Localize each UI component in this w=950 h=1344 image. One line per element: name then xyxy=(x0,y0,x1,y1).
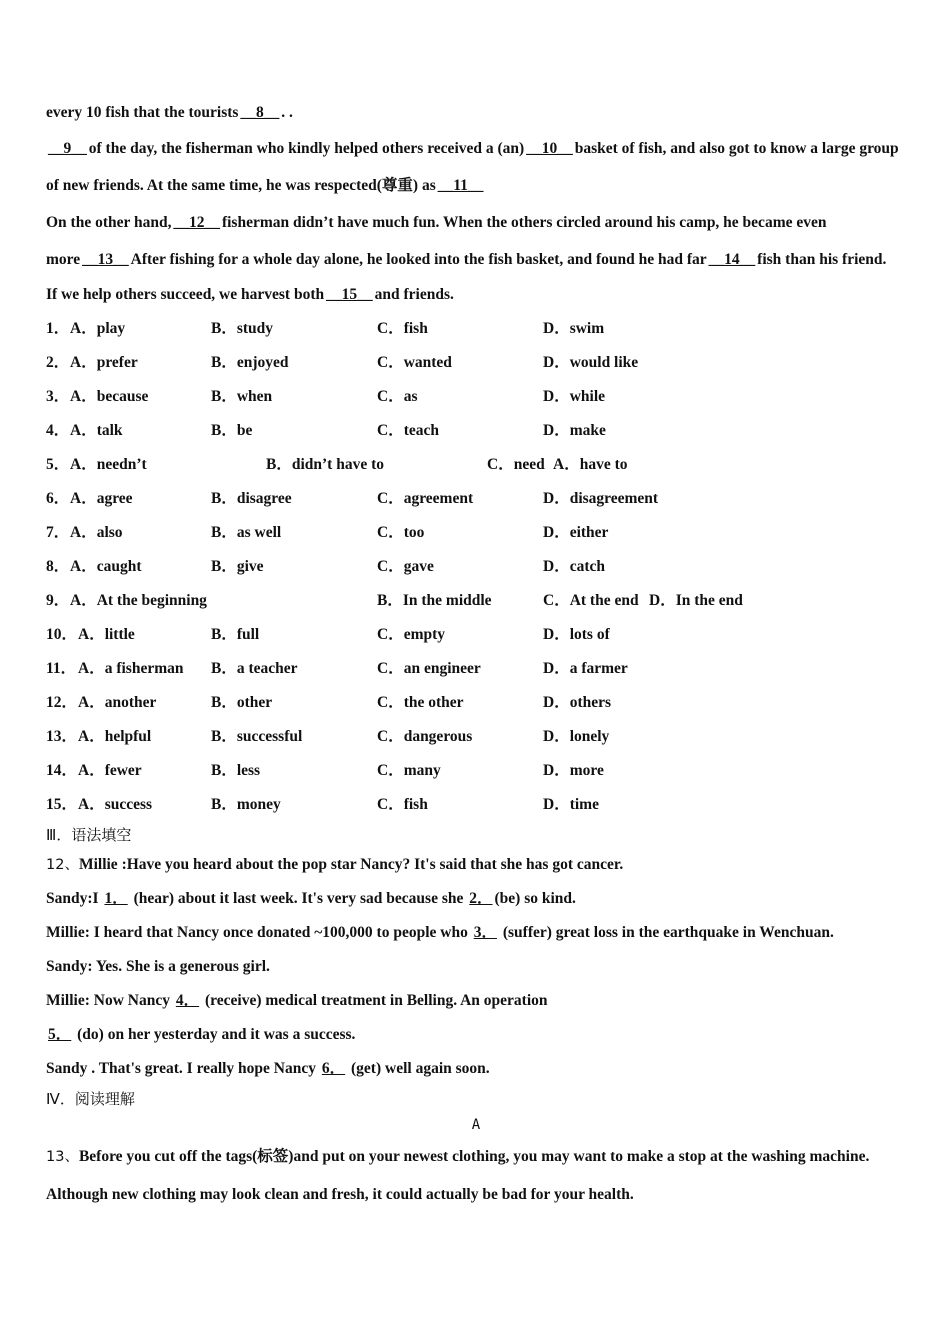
option-row xyxy=(46,414,906,448)
option-row xyxy=(46,346,906,380)
option-d: D．while xyxy=(543,388,606,405)
option-d: D．more xyxy=(543,762,604,779)
passage-text: After fishing for a whole day alone, he looked into the fish basket, and found he had far xyxy=(130,251,707,268)
dialogue-text: Millie: I heard that Nancy once donated ~100,000 to people who xyxy=(46,924,468,941)
option-a: A．talk xyxy=(70,422,123,439)
option-b: B．In the middle xyxy=(377,592,492,609)
section-heading: Ⅲ．语法填空 xyxy=(46,826,132,844)
option-b: B．successful xyxy=(211,728,303,745)
option-c: C．too xyxy=(377,524,425,541)
option-a: A．another xyxy=(78,694,157,711)
option-number: 7． xyxy=(46,524,70,541)
option-number: 8． xyxy=(46,558,70,575)
dialogue-text: (do) on her yesterday and it was a success. xyxy=(77,1026,356,1043)
option-row xyxy=(46,618,906,652)
blank-15: __15__ xyxy=(326,286,373,303)
option-number: 2． xyxy=(46,354,70,371)
dialogue-line xyxy=(46,1018,906,1052)
option-b: B．a teacher xyxy=(211,660,298,677)
option-d: D．make xyxy=(543,422,606,439)
option-d: D．others xyxy=(543,694,612,711)
option-a: A．play xyxy=(70,320,126,337)
reading-text: Before you cut off the tags(标签)and put on your newest clothing, you may want to make a stop at the washing machine. Although new clothing may look clean and fresh, it could actually be bad for your health. xyxy=(46,1148,870,1203)
option-d: D．disagreement xyxy=(543,490,659,507)
reading-paragraph xyxy=(46,1138,906,1213)
option-d: A．have to xyxy=(553,456,628,473)
passage-line xyxy=(46,278,906,312)
option-d: D．swim xyxy=(543,320,605,337)
option-d: D．a farmer xyxy=(543,660,628,677)
option-b: B．give xyxy=(211,558,264,575)
option-b: B．didn’t have to xyxy=(266,456,384,473)
option-b: B．study xyxy=(211,320,274,337)
passage-line xyxy=(46,96,906,130)
blank-6: 6． xyxy=(321,1060,346,1077)
option-number: 13． xyxy=(46,728,78,745)
passage-text: every 10 fish that the tourists xyxy=(46,104,239,121)
document-page xyxy=(46,96,906,1213)
option-number: 14． xyxy=(46,762,78,779)
dialogue-line xyxy=(46,882,906,916)
dialogue-text: (receive) medical treatment in Belling. An operation xyxy=(205,992,548,1009)
option-d: D．lots of xyxy=(543,626,610,643)
option-c: C．wanted xyxy=(377,354,452,371)
option-d: D．lonely xyxy=(543,728,610,745)
option-row xyxy=(46,380,906,414)
option-number: 3． xyxy=(46,388,70,405)
blank-9: __9__ xyxy=(48,140,87,157)
blank-10: __10__ xyxy=(526,140,573,157)
blank-1: 1． xyxy=(104,890,128,907)
passage-text: On the other hand, xyxy=(46,214,172,231)
blank-2: 2． xyxy=(469,890,493,907)
option-a: A．also xyxy=(70,524,123,541)
option-d: D．either xyxy=(543,524,609,541)
option-number: 15． xyxy=(46,796,78,813)
blank-5: 5． xyxy=(48,1026,72,1043)
option-c: C．an engineer xyxy=(377,660,481,677)
option-row xyxy=(46,482,906,516)
blank-12: __12__ xyxy=(173,214,220,231)
option-number: 5． xyxy=(46,456,70,473)
options-list xyxy=(46,312,906,822)
option-number: 10． xyxy=(46,626,78,643)
option-c: C．teach xyxy=(377,422,439,439)
option-number: 1． xyxy=(46,320,70,337)
option-row xyxy=(46,754,906,788)
option-row xyxy=(46,720,906,754)
option-number: 6． xyxy=(46,490,70,507)
passage-text: If we help others succeed, we harvest both xyxy=(46,286,325,303)
option-a: A．At the beginning xyxy=(70,592,207,609)
passage-text: of the day, the fisherman who kindly helped others received a (an) xyxy=(88,140,525,157)
option-c: C．dangerous xyxy=(377,728,473,745)
dialogue-text: (suffer) great loss in the earthquake in Wenchuan. xyxy=(502,924,834,941)
option-a: A．fewer xyxy=(78,762,142,779)
option-d: D．time xyxy=(543,796,599,813)
passage-text: and friends. xyxy=(374,286,454,303)
option-row xyxy=(46,312,906,346)
option-c: C．At the end xyxy=(543,592,639,609)
dialogue-line xyxy=(46,950,906,984)
option-row xyxy=(46,550,906,584)
option-b: B．be xyxy=(211,422,253,439)
passage-text: fisherman didn’t have much fun. When the others circled around his camp, he became even more xyxy=(46,214,827,268)
option-b: B．other xyxy=(211,694,273,711)
dialogue-line xyxy=(46,984,906,1018)
passage-text: fish than his friend. xyxy=(757,251,887,268)
question-number: 13、 xyxy=(46,1149,79,1165)
dialogue-text: Millie :Have you heard about the pop star Nancy? It's said that she has got cancer. xyxy=(78,856,624,873)
option-b: B．money xyxy=(211,796,281,813)
option-a: A．agree xyxy=(70,490,133,507)
option-c: C．gave xyxy=(377,558,434,575)
option-c: C．many xyxy=(377,762,441,779)
option-a: A．caught xyxy=(70,558,142,575)
option-c: C．fish xyxy=(377,320,428,337)
passage-text: . . xyxy=(281,104,293,121)
option-a: A．prefer xyxy=(70,354,138,371)
option-c: C．need xyxy=(487,456,545,473)
section-heading: Ⅳ．阅读理解 xyxy=(46,1090,135,1108)
option-c: C．empty xyxy=(377,626,446,643)
option-b: B．full xyxy=(211,626,260,643)
passage-paragraph xyxy=(46,130,906,204)
dialogue-text: (hear) about it last week. It's very sad because she xyxy=(133,890,464,907)
option-number: 4． xyxy=(46,422,70,439)
option-row xyxy=(46,584,906,618)
dialogue-line xyxy=(46,1052,906,1086)
dialogue-text: Sandy: Yes. She is a generous girl. xyxy=(46,958,270,975)
blank-11: __11__ xyxy=(437,177,484,194)
option-a: A．needn’t xyxy=(70,456,147,473)
option-number: 12． xyxy=(46,694,78,711)
option-row xyxy=(46,686,906,720)
option-number: 9． xyxy=(46,592,70,609)
dialogue-text: (get) well again soon. xyxy=(351,1060,490,1077)
option-b: B．as well xyxy=(211,524,282,541)
dialogue-line xyxy=(46,916,906,950)
blank-13: __13__ xyxy=(82,251,129,268)
option-d: D．catch xyxy=(543,558,605,575)
passage-label: A xyxy=(471,1117,481,1133)
option-c: C．as xyxy=(377,388,418,405)
option-c: C．the other xyxy=(377,694,464,711)
option-c: C．fish xyxy=(377,796,428,813)
option-b: B．enjoyed xyxy=(211,354,289,371)
option-row xyxy=(46,516,906,550)
blank-3: 3． xyxy=(473,924,497,941)
passage-text: basket of fish, and also got to know a large group of new friends. At the same time, he was respected(尊重) as xyxy=(46,140,899,194)
option-row xyxy=(46,652,906,686)
passage-paragraph xyxy=(46,204,906,278)
option-d: D．would like xyxy=(543,354,639,371)
option-a: A．a fisherman xyxy=(78,660,184,677)
option-number: 11． xyxy=(46,660,77,677)
question-number: 12、 xyxy=(46,857,79,873)
dialogue-text: (be) so kind. xyxy=(494,890,576,907)
option-b: B．less xyxy=(211,762,261,779)
dialogue-text: Millie: Now Nancy xyxy=(46,992,170,1009)
blank-14: __14__ xyxy=(708,251,756,268)
option-a: A．little xyxy=(78,626,135,643)
option-b: B．when xyxy=(211,388,273,405)
option-row xyxy=(46,448,906,482)
option-row xyxy=(46,788,906,822)
option-d: D．In the end xyxy=(649,592,743,609)
option-c: C．agreement xyxy=(377,490,474,507)
dialogue-text: Sandy:I xyxy=(46,890,99,907)
option-a: A．success xyxy=(78,796,153,813)
option-b: B．disagree xyxy=(211,490,292,507)
blank-8: __8__ xyxy=(240,104,280,121)
blank-4: 4． xyxy=(175,992,200,1009)
option-a: A．because xyxy=(70,388,149,405)
dialogue-text: Sandy . That's great. I really hope Nancy xyxy=(46,1060,316,1077)
option-a: A．helpful xyxy=(78,728,152,745)
dialogue-line xyxy=(46,848,906,882)
